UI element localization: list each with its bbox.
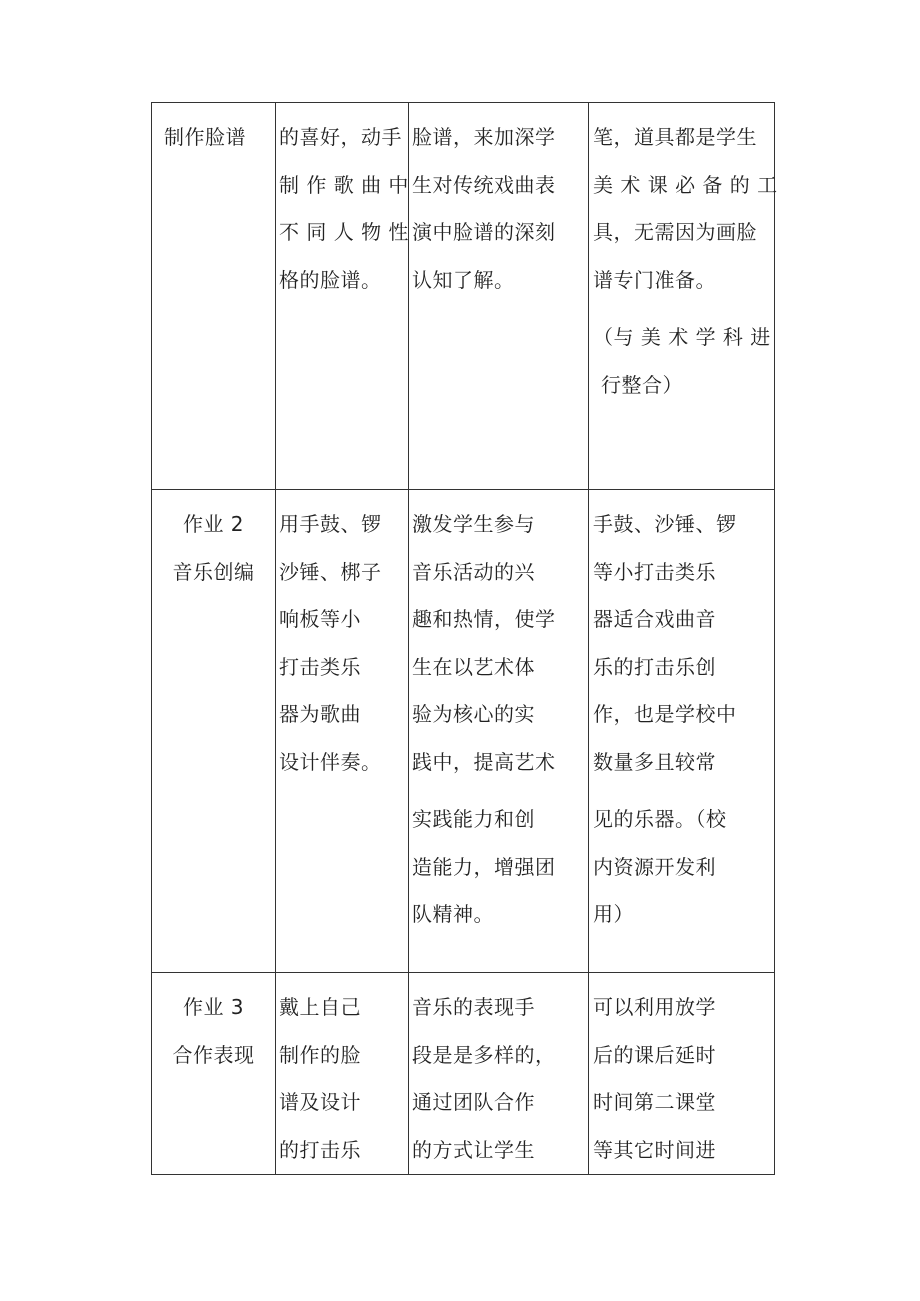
cell-line: 实践能力和创 (412, 807, 535, 831)
cell-line: 可以利用放学 (593, 995, 716, 1019)
table-row (152, 103, 775, 490)
cell-line: 用手鼓、锣 (279, 512, 382, 536)
cell-line: 的方式让学生 (412, 1137, 535, 1162)
lesson-plan-table (151, 102, 778, 1175)
cell-line: 器适合戏曲音 (593, 607, 716, 631)
cell-line: 段是是多样的， (412, 1042, 556, 1067)
cell-line: 队精神。 (412, 902, 494, 926)
cell-line: 音乐创编 (172, 559, 255, 584)
cell-line: 的喜好，动手 (279, 125, 402, 149)
cell-line: 制作的脸 (279, 1042, 361, 1067)
cell-line: 用） (593, 902, 634, 926)
cell-line: 见的乐器。（校 (593, 807, 727, 831)
cell-line: 趣和热情，使学 (412, 607, 556, 631)
cell-line: 的打击乐 (279, 1137, 361, 1162)
cell-line: 制 作 歌 曲 中 (279, 172, 409, 197)
assignment-purpose-cell (409, 103, 589, 490)
cell-line: 戴上自己 (279, 995, 361, 1019)
cell-line: 制作脸谱 (164, 125, 246, 149)
cell-line: 内资源开发利 (593, 854, 716, 879)
cell-line: 生对传统戏曲表 (412, 172, 556, 197)
assignment-notes-cell (589, 973, 775, 1175)
cell-line: 器为歌曲 (279, 702, 361, 726)
cell-line: 演中脸谱的深刻 (412, 220, 556, 244)
assignment-notes-cell (589, 490, 775, 973)
cell-line: 激发学生参与 (412, 512, 535, 536)
cell-line: 不 同 人 物 性 (279, 220, 409, 244)
cell-line: 音乐活动的兴 (412, 559, 535, 584)
cell-line: 音乐的表现手 (412, 995, 535, 1019)
cell-line: 作业 2 (182, 512, 245, 536)
assignment-content-cell (276, 103, 409, 490)
cell-line: 认知了解。 (412, 267, 515, 292)
cell-line: 沙锤、梆子 (279, 559, 382, 584)
cell-line: 合作表现 (172, 1042, 255, 1067)
cell-line: 格的脸谱。 (279, 267, 382, 292)
cell-line: 造能力，增强团 (412, 854, 556, 879)
cell-line: 谱及设计 (279, 1090, 361, 1114)
assignment-purpose-cell (409, 490, 589, 973)
assignment-content-cell (276, 973, 409, 1175)
cell-line: 乐的打击乐创 (593, 654, 716, 679)
cell-line: 作业 3 (182, 995, 245, 1019)
cell-line: 时间第二课堂 (593, 1090, 716, 1114)
assignment-content-cell (276, 490, 409, 973)
cell-line: 验为核心的实 (412, 702, 535, 726)
cell-line: 作，也是学校中 (593, 702, 737, 726)
assignment-purpose-cell (409, 973, 589, 1175)
assignment-name-cell (152, 490, 276, 973)
cell-line: 生在以艺术体 (412, 654, 535, 679)
cell-line: 践中，提高艺术 (412, 749, 556, 774)
assignment-name-cell (152, 103, 276, 490)
cell-line: 通过团队合作 (412, 1090, 535, 1114)
cell-line: 具，无需因为画脸 (593, 220, 757, 244)
cell-line: 数量多且较常 (593, 749, 716, 774)
cell-line: 谱专门准备。 (593, 267, 716, 292)
assignment-notes-cell (589, 103, 778, 490)
cell-line: 手鼓、沙锤、锣 (593, 512, 737, 536)
cell-line: 脸谱，来加深学 (412, 125, 556, 149)
cell-line: 美 术 课 必 备 的 工 (593, 172, 778, 197)
cell-line: 等其它时间进 (593, 1137, 716, 1162)
cell-line: 响板等小 (279, 607, 361, 631)
table-row (152, 973, 775, 1175)
cell-line: 打击类乐 (279, 654, 361, 679)
assignment-name-cell (152, 973, 276, 1175)
cell-line: 等小打击类乐 (593, 559, 716, 584)
cell-line: （与 美 术 学 科 进 (593, 325, 771, 349)
cell-line: 设计伴奏。 (279, 749, 382, 774)
table-row (152, 490, 775, 973)
cell-line: 笔，道具都是学生 (593, 125, 757, 149)
cell-line: 后的课后延时 (593, 1042, 716, 1067)
cell-line: 行整合） (601, 372, 683, 397)
